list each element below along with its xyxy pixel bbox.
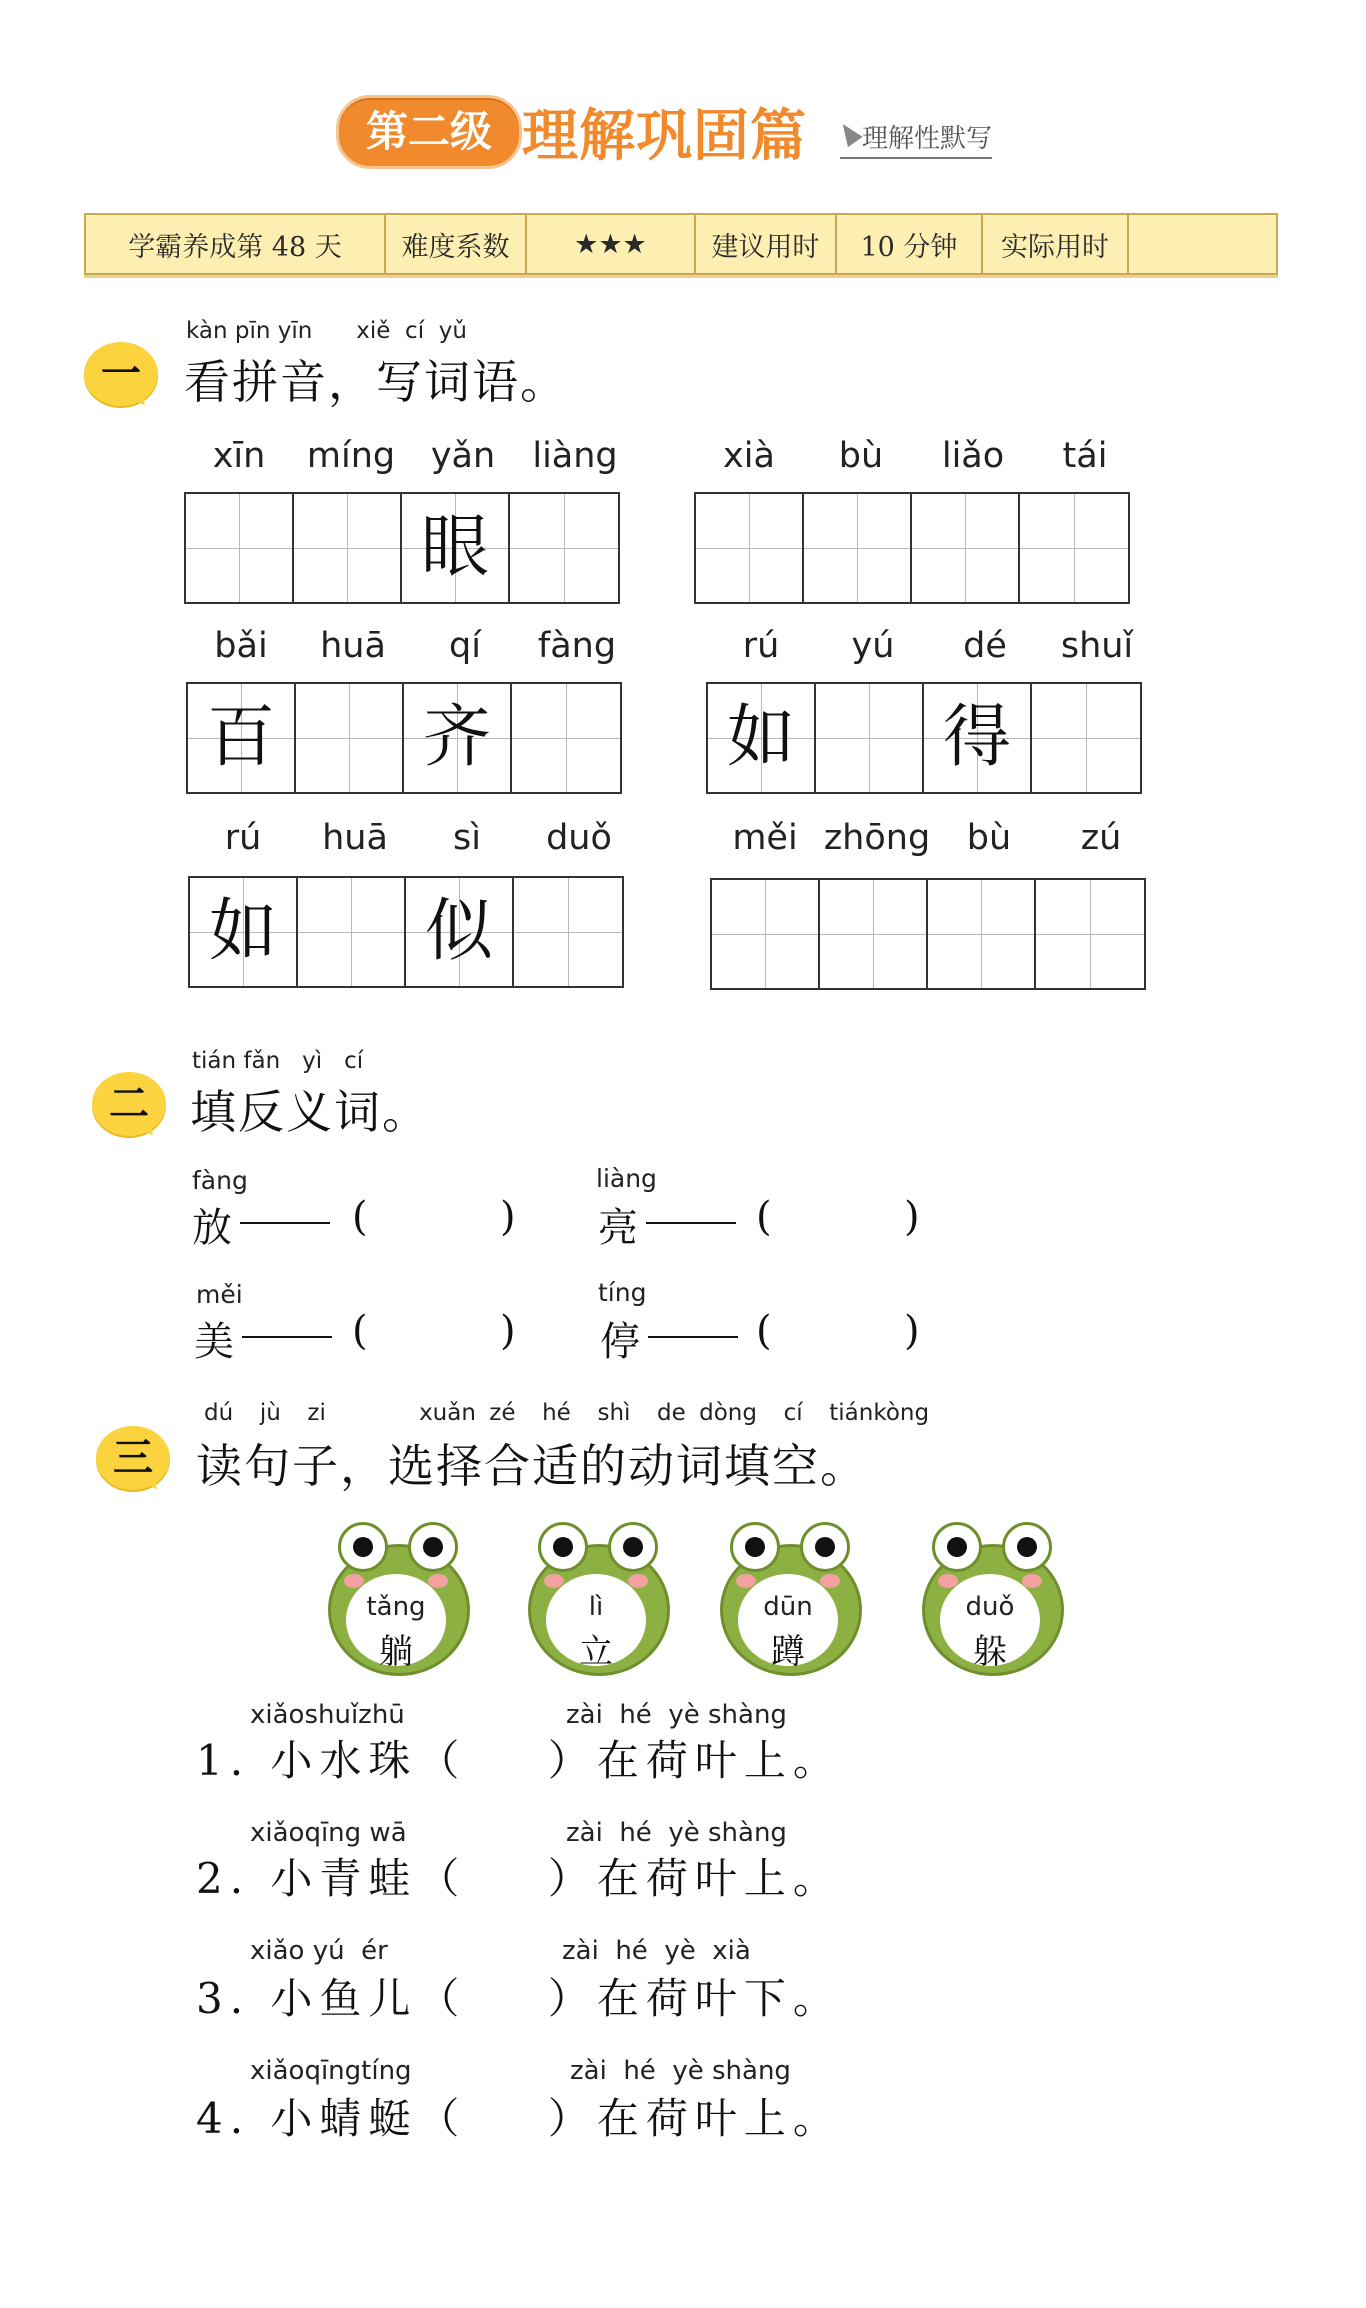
- word-3-pinyin-3: qí: [449, 626, 481, 666]
- writing-grid: [184, 492, 620, 604]
- word-5-pinyin-3: sì: [453, 818, 481, 858]
- antonym-4-char: 停: [600, 1319, 640, 1365]
- writing-cell[interactable]: 如: [190, 878, 298, 986]
- section-3-pinyin: dú jù zi xuǎn zé hé shì de dòng cí tiánkòng: [204, 1400, 930, 1426]
- word-5-pinyin-2: huā: [322, 818, 388, 858]
- level-badge: 第二级: [336, 95, 522, 169]
- sentence-3-text: 3. 小鱼儿（ ）在荷叶下。: [196, 1974, 842, 2023]
- word-6-pinyin-4: zú: [1080, 818, 1122, 858]
- writing-grid: [694, 492, 1130, 604]
- sentence-2-answer-blank[interactable]: [446, 1850, 526, 1898]
- pencil-icon: [835, 119, 862, 147]
- frog-1-pinyin: tǎng: [366, 1592, 426, 1622]
- word-1-pinyin-2: míng: [306, 436, 396, 476]
- frog-eye-icon: [932, 1522, 982, 1572]
- writing-grid: [186, 682, 622, 794]
- sentence-3-pinyin-subject: xiǎo yú ér: [250, 1936, 388, 1966]
- section-3-badge: [96, 1426, 170, 1490]
- info-suggested-time-label: 建议用时: [696, 215, 837, 273]
- section-2-pinyin: tián fǎn yì cí: [192, 1048, 364, 1074]
- info-actual-time-label: 实际用时: [983, 215, 1129, 273]
- info-actual-time-value[interactable]: [1129, 215, 1276, 273]
- frog-4-char: 躲: [973, 1632, 1007, 1672]
- answer-paren-open: (: [756, 1194, 772, 1240]
- antonym-2-pinyin: liàng: [596, 1164, 657, 1193]
- word-2-pinyin-3: liǎo: [941, 436, 1005, 476]
- writing-cell[interactable]: 齐: [404, 684, 512, 792]
- page-title: 理解巩固篇: [522, 104, 807, 169]
- writing-cell[interactable]: [912, 494, 1020, 602]
- writing-cell[interactable]: [712, 880, 820, 988]
- antonym-4-pinyin: tíng: [598, 1278, 647, 1307]
- writing-cell[interactable]: [1032, 684, 1140, 792]
- section-2-number: 二: [109, 1081, 149, 1127]
- answer-paren-close: ): [904, 1308, 920, 1354]
- section-1-badge: [84, 342, 158, 406]
- sentence-2-pinyin-location: zài hé yè shàng: [566, 1818, 787, 1848]
- frog-option-2[interactable]: [528, 1522, 668, 1672]
- info-suggested-time: 10 分钟: [837, 215, 983, 273]
- answer-paren-open: (: [352, 1308, 368, 1354]
- sentence-1-text: 1. 小水珠（ ）在荷叶上。: [196, 1736, 842, 1785]
- frog-eye-icon: [408, 1522, 458, 1572]
- antonym-dash: [242, 1336, 332, 1338]
- frog-3-pinyin: dūn: [763, 1592, 813, 1622]
- answer-paren-close: ): [904, 1194, 920, 1240]
- antonym-4-answer-blank[interactable]: [776, 1310, 896, 1356]
- writing-cell[interactable]: [186, 494, 294, 602]
- word-6-pinyin-2: zhōng: [823, 818, 931, 858]
- frog-1-char: 躺: [379, 1632, 413, 1672]
- antonym-2-char: 亮: [598, 1205, 638, 1251]
- sentence-1-pinyin-location: zài hé yè shàng: [566, 1700, 787, 1730]
- frog-eye-icon: [800, 1522, 850, 1572]
- writing-grid: [188, 876, 624, 988]
- frog-option-3[interactable]: [720, 1522, 860, 1672]
- writing-cell[interactable]: [928, 880, 1036, 988]
- sentence-1-answer-blank[interactable]: [446, 1732, 526, 1780]
- word-4-pinyin-4: shuǐ: [1060, 626, 1134, 666]
- sentence-1-pinyin-subject: xiǎoshuǐzhū: [250, 1700, 405, 1730]
- writing-cell[interactable]: [696, 494, 804, 602]
- word-5-pinyin-1: rú: [224, 818, 262, 858]
- antonym-3-pinyin: měi: [196, 1280, 243, 1309]
- word-2-pinyin-4: tái: [1062, 436, 1108, 476]
- word-6-pinyin-1: měi: [732, 818, 798, 858]
- writing-cell[interactable]: [820, 880, 928, 988]
- writing-grid: [710, 878, 1146, 990]
- info-difficulty-label: 难度系数: [386, 215, 527, 273]
- word-3-pinyin-4: fàng: [537, 626, 617, 666]
- answer-paren-open: (: [756, 1308, 772, 1354]
- section-2-badge: [92, 1072, 166, 1136]
- word-3-pinyin-1: bǎi: [214, 626, 268, 666]
- antonym-1-answer-blank[interactable]: [372, 1196, 492, 1242]
- word-1-pinyin-4: liàng: [532, 436, 618, 476]
- frog-4-pinyin: duǒ: [965, 1592, 1015, 1622]
- frog-2-pinyin: lì: [588, 1592, 604, 1622]
- frog-option-1[interactable]: [328, 1522, 468, 1672]
- section-3-number: 三: [113, 1435, 153, 1481]
- frog-eye-icon: [338, 1522, 388, 1572]
- writing-cell[interactable]: 得: [924, 684, 1032, 792]
- writing-cell[interactable]: 眼: [402, 494, 510, 602]
- writing-cell[interactable]: 似: [406, 878, 514, 986]
- writing-cell[interactable]: [512, 684, 620, 792]
- writing-cell[interactable]: [294, 494, 402, 602]
- frog-3-char: 蹲: [771, 1632, 805, 1672]
- answer-paren-close: ): [500, 1194, 516, 1240]
- section-1-pinyin: kàn pīn yīn xiě cí yǔ: [186, 318, 467, 344]
- word-2-pinyin-1: xià: [723, 436, 775, 476]
- word-2-pinyin-2: bù: [838, 436, 884, 476]
- sentence-3-answer-blank[interactable]: [446, 1970, 526, 2018]
- antonym-dash: [240, 1222, 330, 1224]
- sentence-4-pinyin-location: zài hé yè shàng: [570, 2056, 791, 2086]
- info-difficulty-stars: ★★★: [527, 215, 696, 273]
- answer-paren-open: (: [352, 1194, 368, 1240]
- section-1-number: 一: [101, 351, 141, 397]
- frog-eye-icon: [538, 1522, 588, 1572]
- word-3-pinyin-2: huā: [320, 626, 386, 666]
- frog-2-char: 立: [579, 1632, 613, 1672]
- writing-cell[interactable]: [1020, 494, 1128, 602]
- sentence-4-pinyin-subject: xiǎoqīngtíng: [250, 2056, 412, 2086]
- writing-cell[interactable]: [514, 878, 622, 986]
- antonym-3-char: 美: [194, 1319, 234, 1365]
- antonym-3-answer-blank[interactable]: [372, 1310, 492, 1356]
- writing-cell[interactable]: 如: [708, 684, 816, 792]
- answer-paren-close: ): [500, 1308, 516, 1354]
- writing-cell[interactable]: [804, 494, 912, 602]
- sentence-2-text: 2. 小青蛙（ ）在荷叶上。: [196, 1854, 842, 1903]
- word-1-pinyin-1: xīn: [212, 436, 266, 476]
- writing-cell[interactable]: 百: [188, 684, 296, 792]
- info-bar: [84, 213, 1278, 275]
- word-4-pinyin-1: rú: [742, 626, 780, 666]
- frog-eye-icon: [608, 1522, 658, 1572]
- antonym-dash: [646, 1222, 736, 1224]
- writing-cell[interactable]: [510, 494, 618, 602]
- writing-cell[interactable]: [298, 878, 406, 986]
- writing-cell[interactable]: [296, 684, 404, 792]
- section-1-title: 看拼音，写词语。: [184, 355, 568, 409]
- page-subtitle-text: 理解性默写: [862, 124, 993, 154]
- word-4-pinyin-3: dé: [963, 626, 1007, 666]
- antonym-1-char: 放: [192, 1205, 232, 1251]
- word-1-pinyin-3: yǎn: [430, 436, 496, 476]
- section-3-title: 读句子，选择合适的动词填空。: [196, 1439, 868, 1493]
- frog-eye-icon: [730, 1522, 780, 1572]
- writing-grid: [706, 682, 1142, 794]
- frog-eye-icon: [1002, 1522, 1052, 1572]
- sentence-3-pinyin-location: zài hé yè xià: [562, 1936, 751, 1966]
- writing-cell[interactable]: [816, 684, 924, 792]
- antonym-2-answer-blank[interactable]: [776, 1196, 896, 1242]
- sentence-2-pinyin-subject: xiǎoqīng wā: [250, 1818, 407, 1848]
- word-6-pinyin-3: bù: [966, 818, 1012, 858]
- page-subtitle: [840, 118, 992, 159]
- antonym-1-pinyin: fàng: [192, 1166, 248, 1195]
- section-2-title: 填反义词。: [190, 1085, 430, 1139]
- sentence-4-text: 4. 小蜻蜓（ ）在荷叶上。: [196, 2094, 842, 2143]
- writing-cell[interactable]: [1036, 880, 1144, 988]
- word-4-pinyin-2: yú: [851, 626, 895, 666]
- frog-option-4[interactable]: [922, 1522, 1062, 1672]
- sentence-4-answer-blank[interactable]: [446, 2090, 526, 2138]
- info-day: 学霸养成第 48 天: [86, 215, 386, 273]
- antonym-dash: [648, 1336, 738, 1338]
- word-5-pinyin-4: duǒ: [546, 818, 612, 858]
